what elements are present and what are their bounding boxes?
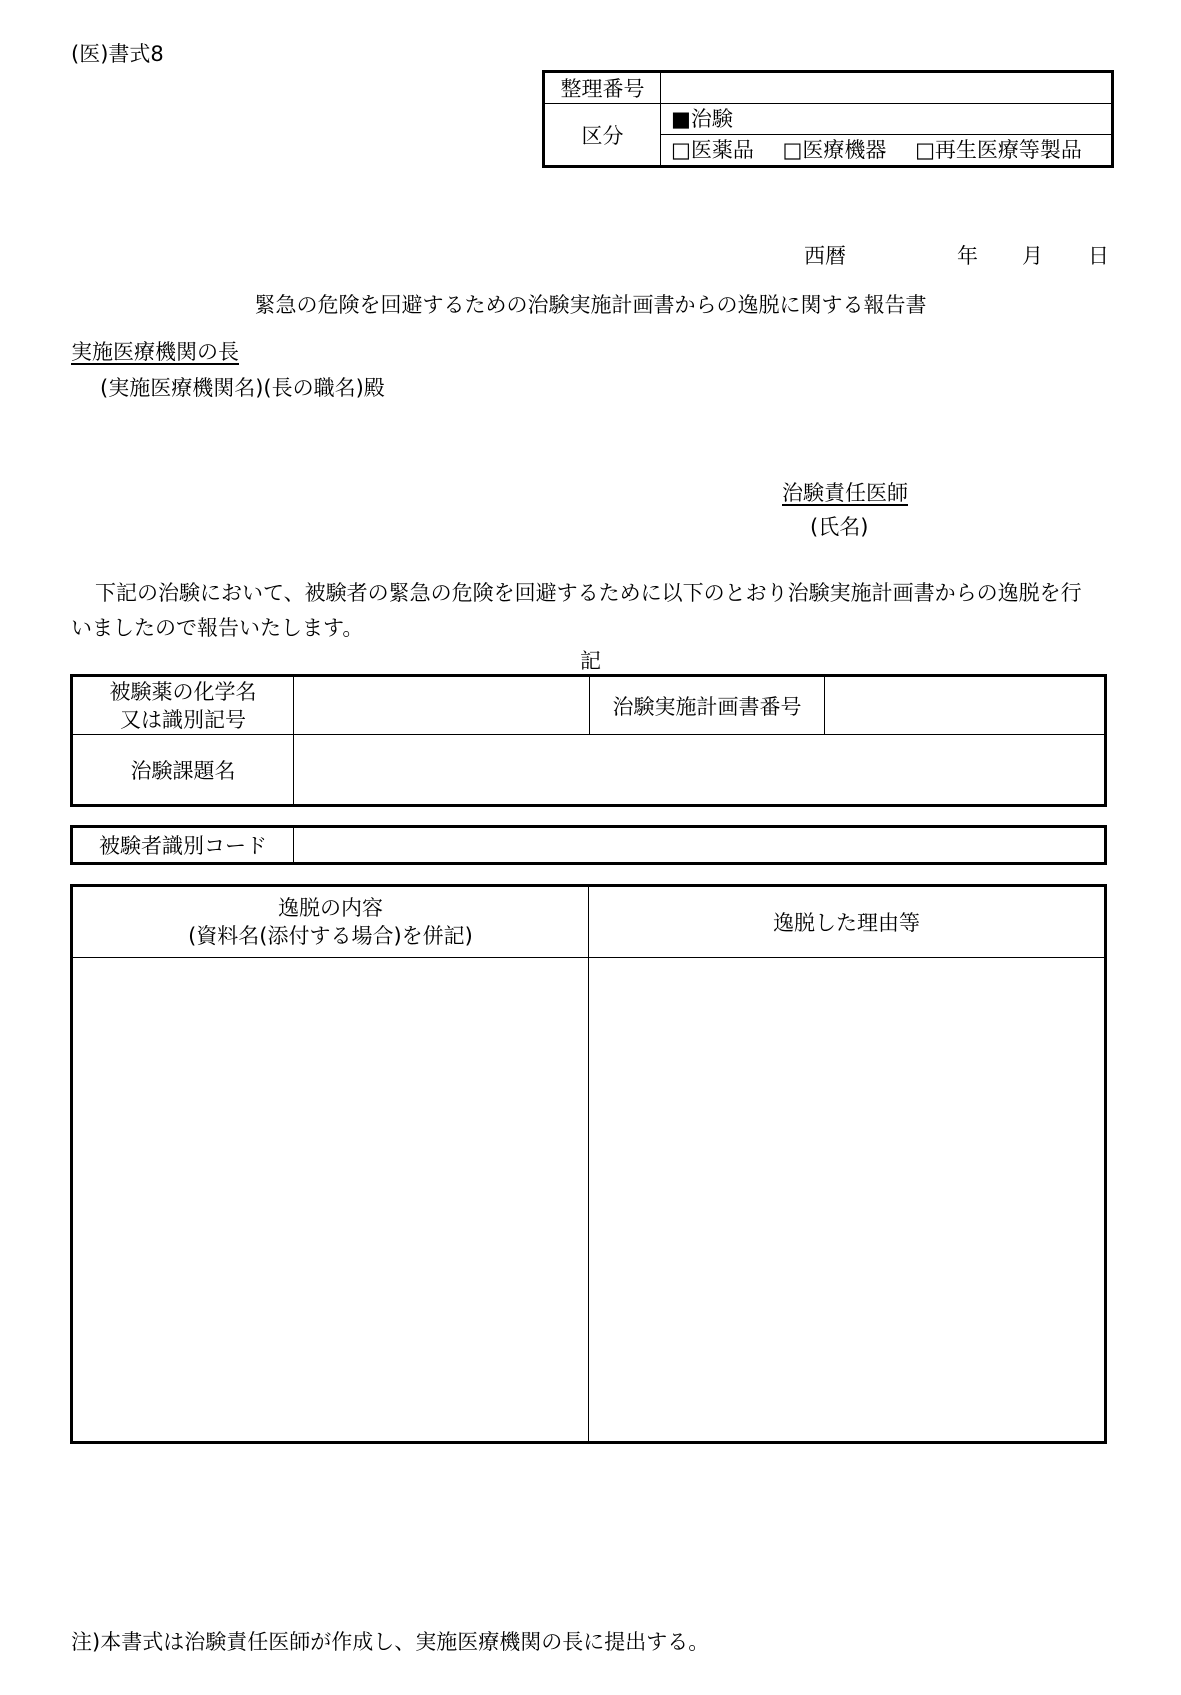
deviation-reason-field[interactable] [589,958,1106,1443]
category-label: 区分 [544,104,661,167]
deviation-content-header-line-1: 逸脱の内容 [278,896,383,920]
deviation-content-header [72,886,589,958]
footnote: 注)本書式は治験責任医師が作成し、実施医療機関の長に提出する。 [71,1630,710,1654]
subject-code-label: 被験者識別コード [72,827,294,864]
drug-name-label-line-1: 被験薬の化学名 [109,679,257,704]
date-era: 西暦 [804,244,846,268]
deviation-content-header-line-2: (資料名(添付する場合)を併記) [188,924,473,948]
document-title: 緊急の危険を回避するための治験実施計画書からの逸脱に関する報告書 [254,293,927,317]
category-cell [661,104,1113,167]
body-line-2: いましたので報告いたします。 [71,616,364,640]
protocol-number-field[interactable] [825,676,1106,735]
admin-box [542,70,1114,168]
option-drug-checkbox[interactable]: □医薬品 [671,138,754,162]
addressee-label: 実施医療機関の長 [71,340,239,364]
addressee-name: (実施医療機関名)(長の職名)殿 [100,376,385,400]
drug-name-label-line-2: 又は識別記号 [120,707,246,732]
subject-code-field[interactable] [294,827,1106,864]
date-year: 年 [957,244,978,268]
date-day: 日 [1088,244,1109,268]
category-trial-checkbox[interactable]: ■治験 [661,104,1111,135]
ki-heading: 記 [580,649,601,673]
ref-number-label: 整理番号 [544,72,661,104]
body-line-1: 下記の治験において、被験者の緊急の危険を回避するために以下のとおり治験実施計画書からの逸脱を行 [95,581,1082,605]
form-id: (医)書式8 [71,42,164,66]
sender-name: (氏名) [810,515,869,539]
info-table [70,674,1107,807]
trial-title-label: 治験課題名 [72,735,294,806]
ref-number-field[interactable] [661,72,1113,104]
option-device-checkbox[interactable]: □医療機器 [782,138,887,162]
subject-table [70,825,1107,865]
deviation-content-field[interactable] [72,958,589,1443]
protocol-number-label: 治験実施計画書番号 [590,676,825,735]
sender-label: 治験責任医師 [782,481,908,505]
option-regenerative-checkbox[interactable]: □再生医療等製品 [915,138,1082,162]
drug-name-field[interactable] [294,676,590,735]
drug-name-label [72,676,294,735]
date-month: 月 [1022,244,1043,268]
category-options [661,135,1111,165]
deviation-table [70,884,1107,1444]
trial-title-field[interactable] [294,735,1106,806]
deviation-reason-header: 逸脱した理由等 [589,886,1106,958]
